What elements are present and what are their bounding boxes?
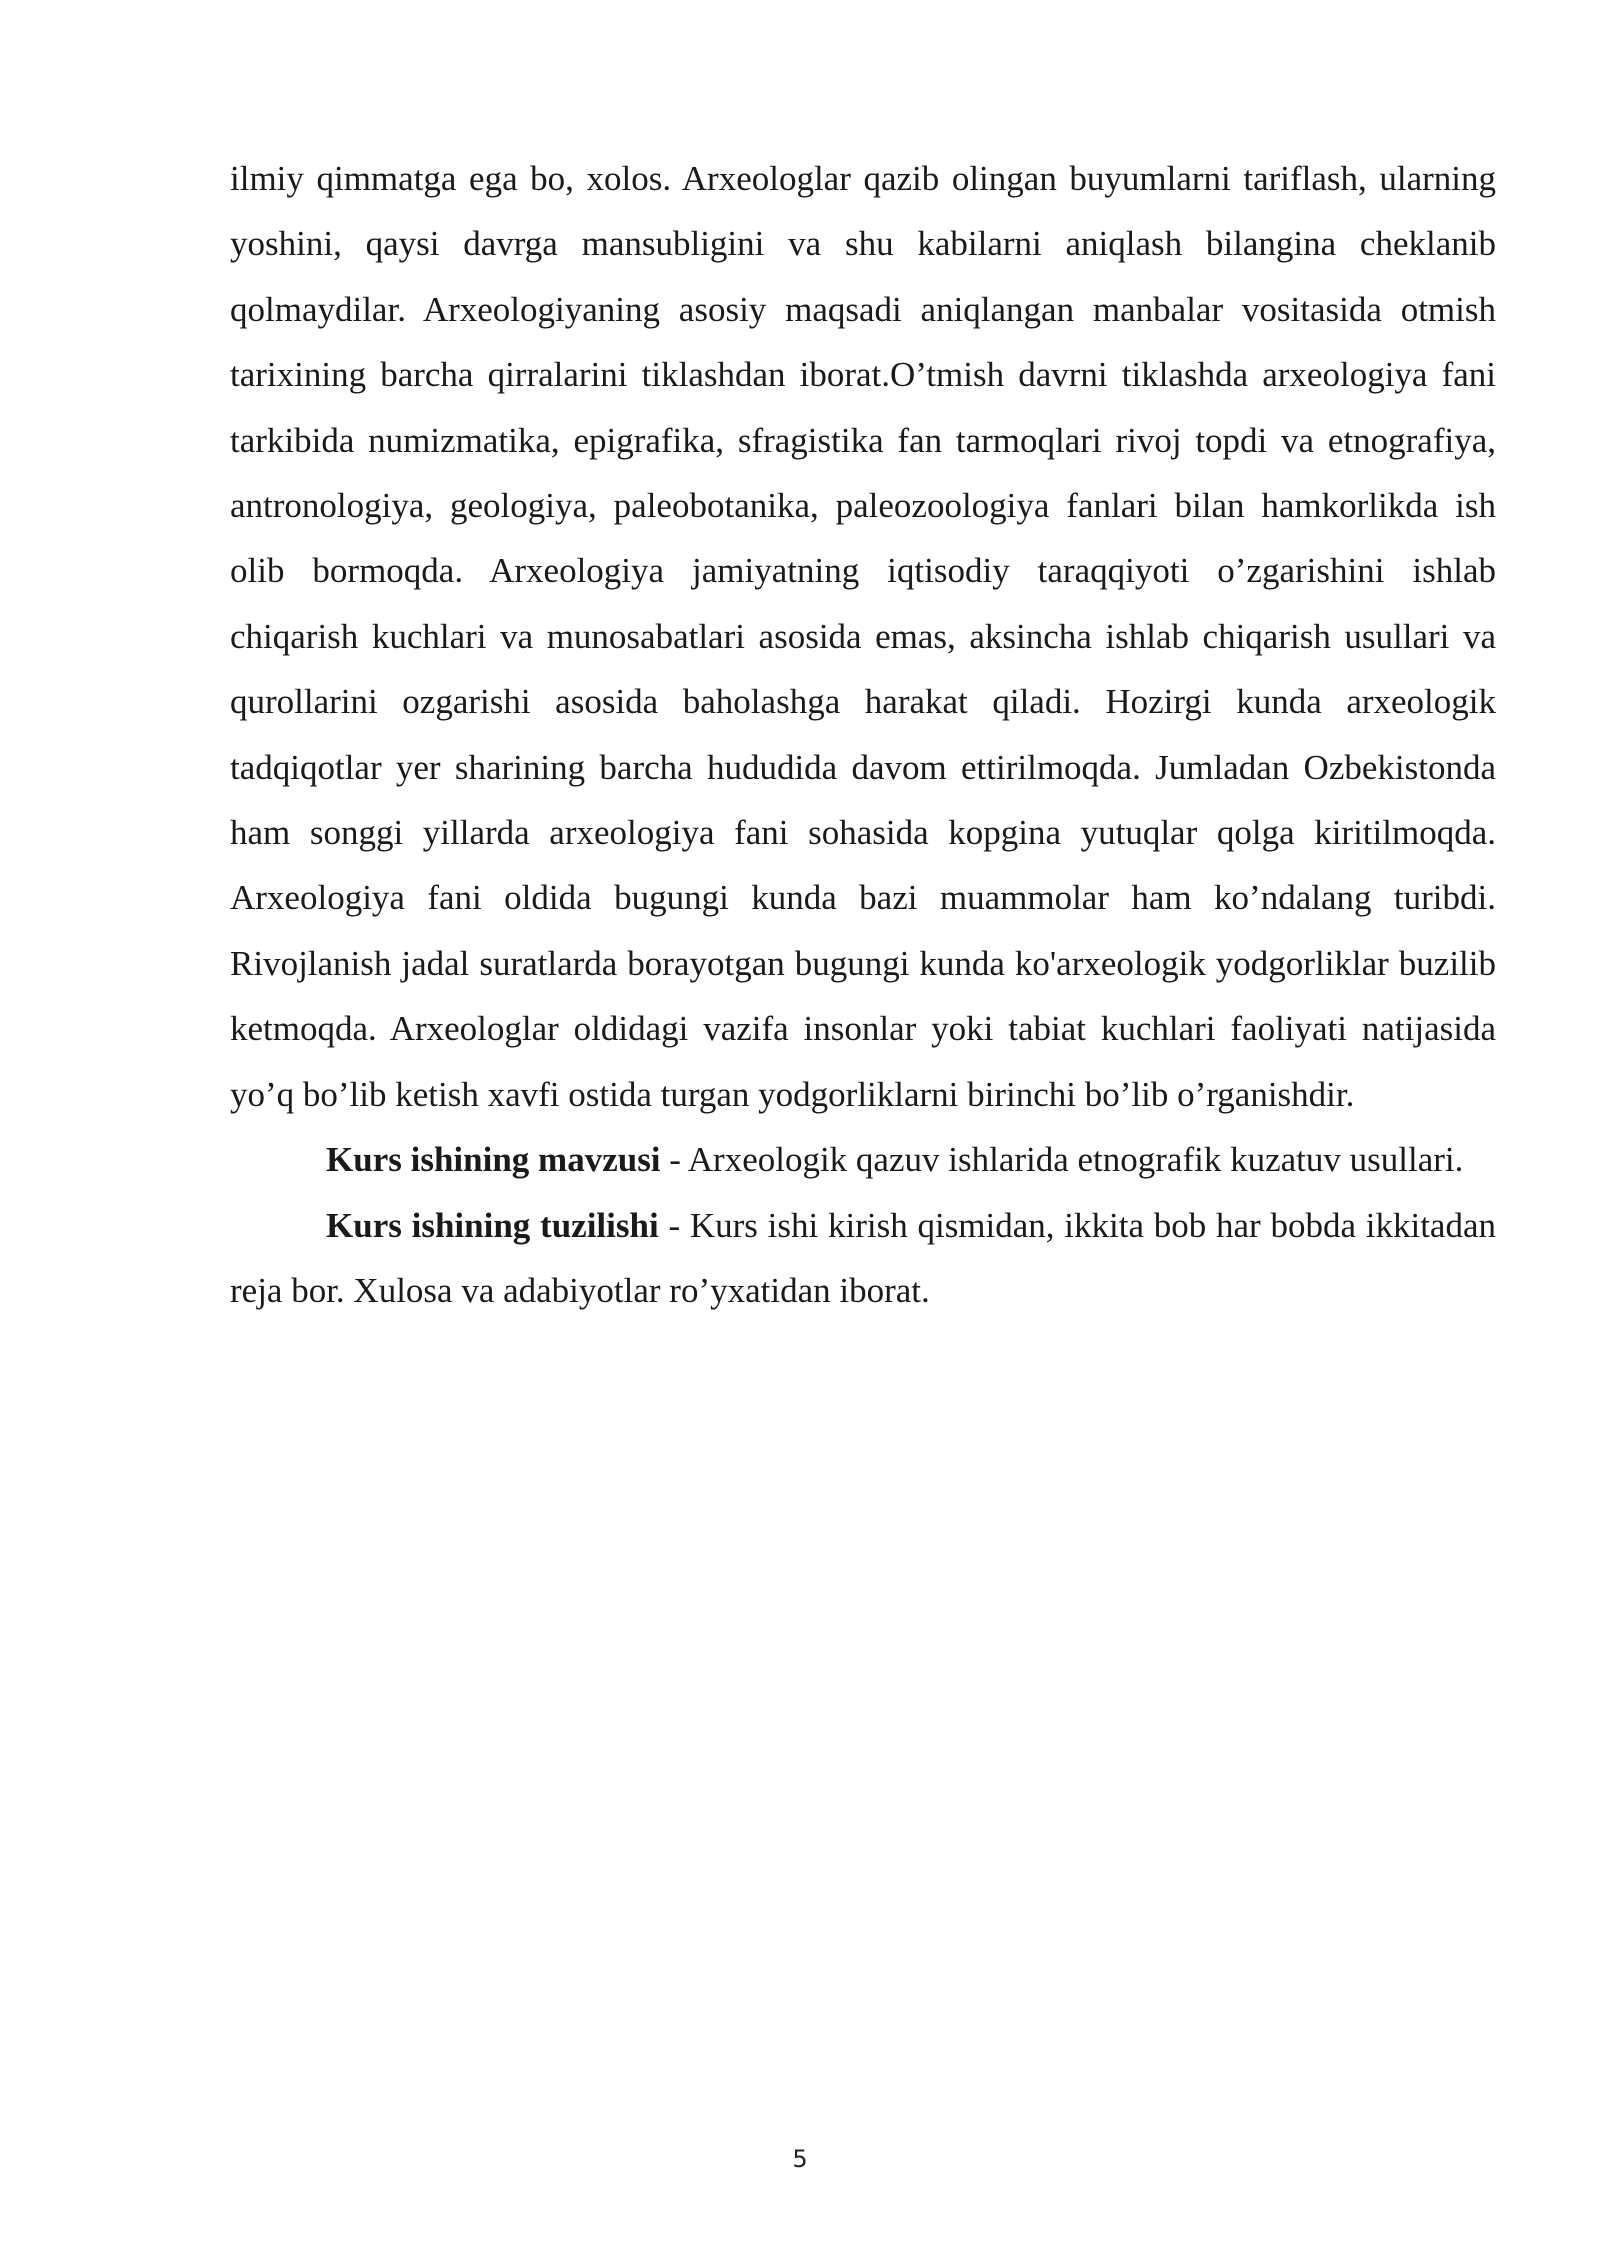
document-body: [230, 146, 1496, 1323]
structure-paragraph: [230, 1193, 1496, 1324]
topic-heading: Kurs ishining mavzusi: [326, 1140, 661, 1180]
page-number: 5: [792, 2145, 808, 2173]
structure-heading: Kurs ishining tuzilishi: [326, 1205, 659, 1245]
structure-text: - Kurs ishi kirish qismidan, ikkita bob har bobda ikkitadan reja bor. Xulosa va adabiyotlar ro’yxatidan iborat.: [230, 1205, 1496, 1310]
topic-paragraph: [230, 1127, 1496, 1192]
topic-text: - Arxeologik qazuv ishlarida etnografik kuzatuv usullari.: [660, 1140, 1464, 1180]
body-paragraph: ilmiy qimmatga ega bo, xolos. Arxeologlar qazib olingan buyumlarni tariflash, ularning yoshini, qaysi davrga mansubligini va shu kabilarni aniqlash bilangina cheklanib qolmaydilar. Arxeologiyaning asosiy maqsadi aniqlangan manbalar vositasida otmish tarixining barcha qirralarini tiklashdan iborat.O’tmish davrni tiklashda arxeologiya fani tarkibida numizmatika, epigrafika, sfragistika fan tarmoqlari rivoj topdi va etnografiya, antronologiya, geologiya, paleobotanika, paleozoologiya fanlari bilan hamkorlikda ish olib bormoqda. Arxeologiya jamiyatning iqtisodiy taraqqiyoti o’zgarishini ishlab chiqarish kuchlari va munosabatlari asosida emas, aksincha ishlab chiqarish usullari va qurollarini ozgarishi asosida baholashga harakat qiladi. Hozirgi kunda arxeologik tadqiqotlar yer sharining barcha hududida davom ettirilmoqda. Jumladan Ozbekistonda ham songgi yillarda arxeologiya fani sohasida kopgina yutuqlar qolga kiritilmoqda. Arxeologiya fani oldida bugungi kunda bazi muammolar ham ko’ndalang turibdi. Rivojlanish jadal suratlarda borayotgan bugungi kunda ko'arxeologik yodgorliklar buzilib ketmoqda. Arxeologlar oldidagi vazifa insonlar yoki tabiat kuchlari faoliyati natijasida yo’q bo’lib ketish xavfi ostida turgan yodgorliklarni birinchi bo’lib o’rganishdir.: [230, 159, 1496, 1114]
